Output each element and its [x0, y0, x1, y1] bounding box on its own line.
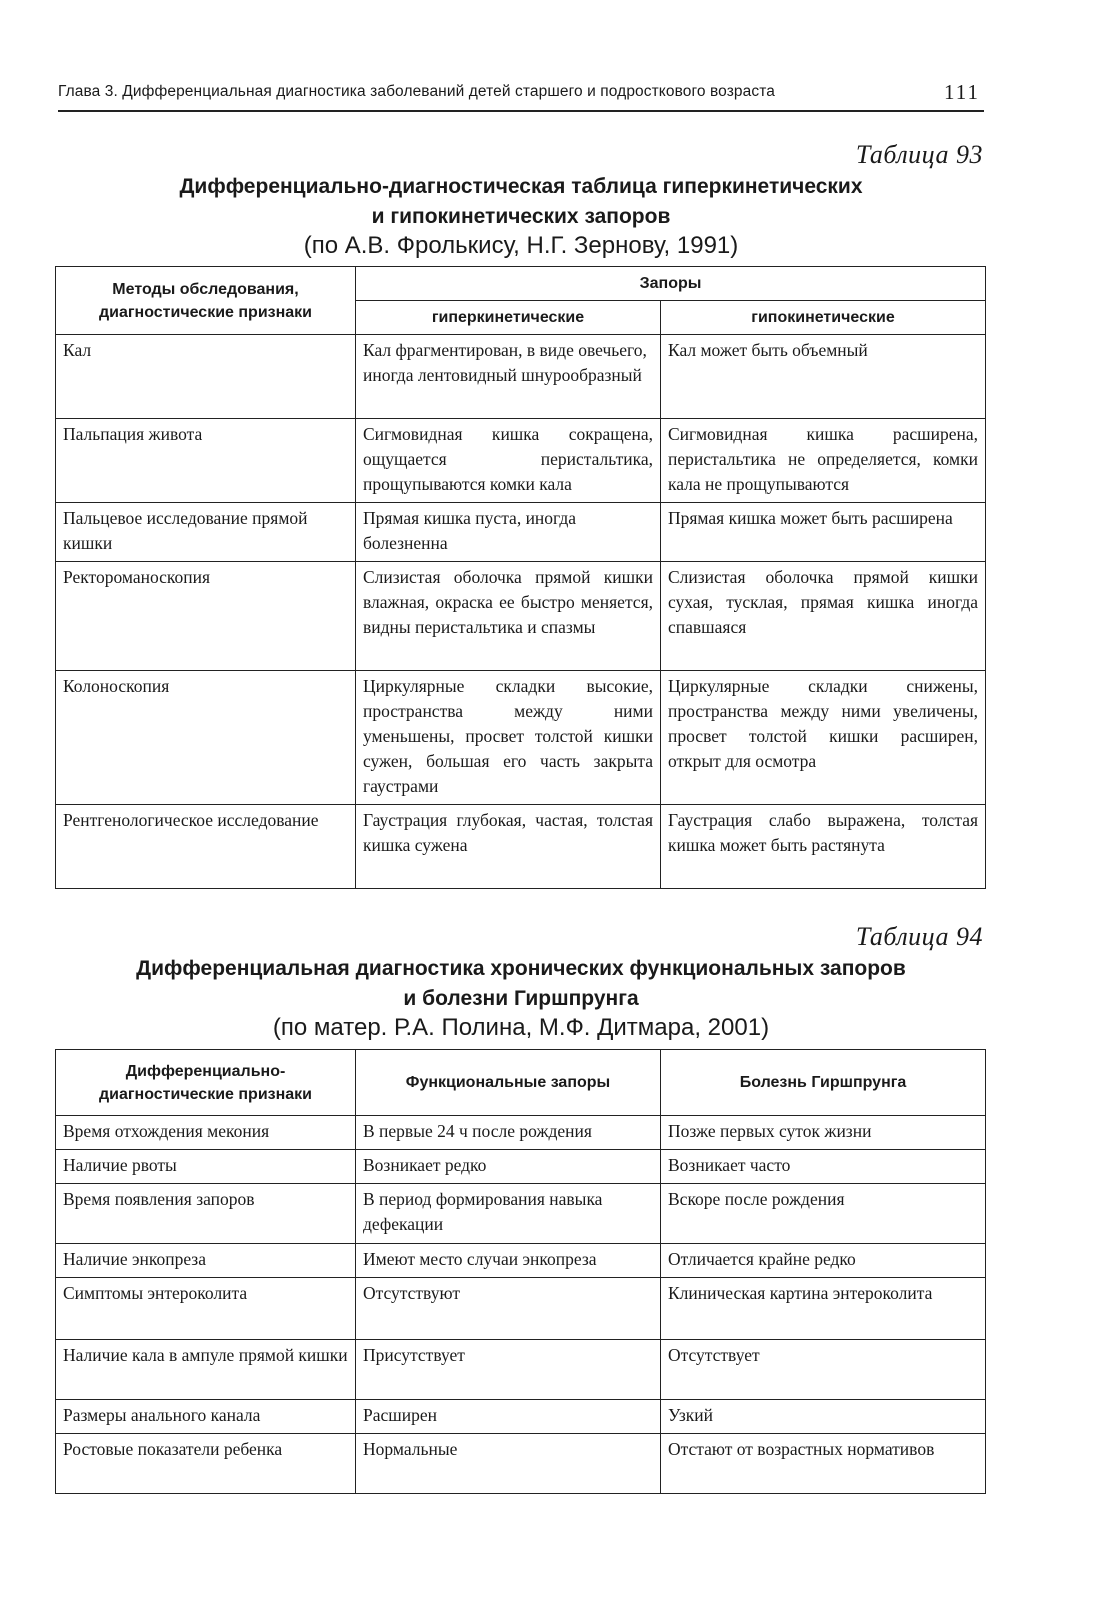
table-94-title-line2: и болезни Гиршпрунга — [403, 987, 639, 1010]
table-cell: Вскоре после рождения — [661, 1184, 986, 1244]
table-cell: Гаустрация глубокая, частая, толстая кишка сужена — [356, 805, 661, 889]
table-93-source: (по А.В. Фролькису, Н.Г. Зернову, 1991) — [303, 232, 739, 259]
table-row — [56, 1244, 986, 1278]
table-row — [56, 419, 986, 503]
table-cell: Расширен — [356, 1400, 661, 1434]
table-cell: Циркулярные складки высокие, пространства между ними уменьшены, просвет толстой кишки сужен, большая его часть закрыта гаустрами — [356, 671, 661, 805]
table-cell: Кал — [56, 335, 356, 419]
header-cell: Запоры — [356, 267, 986, 301]
table-cell: Сигмовидная кишка сокращена, ощущается перистальтика, прощупываются комки кала — [356, 419, 661, 503]
table-cell: Позже первых суток жизни — [661, 1116, 986, 1150]
table-cell: Отсутствует — [661, 1340, 986, 1400]
table-row — [56, 562, 986, 671]
table-row — [56, 805, 986, 889]
table-cell: Наличие рвоты — [56, 1150, 356, 1184]
table-row — [56, 1434, 986, 1494]
table-cell: Возникает часто — [661, 1150, 986, 1184]
table-cell: Колоноскопия — [56, 671, 356, 805]
table-94-source: (по матер. Р.А. Полина, М.Ф. Дитмара, 2001) — [272, 1014, 770, 1041]
table-cell: Прямая кишка может быть расширена — [661, 503, 986, 562]
page-number: 111 — [944, 80, 980, 104]
table-94-title-line1: Дифференциальная диагностика хронических функциональных запоров — [136, 957, 906, 980]
table-cell: Время отхождения мекония — [56, 1116, 356, 1150]
table-cell: Клиническая картина энтероколита — [661, 1278, 986, 1340]
header-cell: Болезнь Гиршпрунга — [661, 1050, 986, 1116]
table-cell: Размеры анального канала — [56, 1400, 356, 1434]
table-cell: Ректороманоскопия — [56, 562, 356, 671]
table-cell: Кал может быть объемный — [661, 335, 986, 419]
table-cell: Возникает редко — [356, 1150, 661, 1184]
table-93-label: Таблица 93 — [855, 140, 983, 169]
table-93-title-line2: и гипокинетических запоров — [371, 205, 671, 228]
header-cell: гиперкинетические — [356, 301, 661, 335]
table-cell: Отстают от возрастных нормативов — [661, 1434, 986, 1494]
table-cell: Пальпация живота — [56, 419, 356, 503]
table-cell: Ростовые показатели ребенка — [56, 1434, 356, 1494]
table-cell: В период формирования навыка дефекации — [356, 1184, 661, 1244]
header-cell: Функциональные запоры — [356, 1050, 661, 1116]
table-cell: Отличается крайне редко — [661, 1244, 986, 1278]
table-cell: Нормальные — [356, 1434, 661, 1494]
table-cell: В первые 24 ч после рождения — [356, 1116, 661, 1150]
header-cell: гипокинетические — [661, 301, 986, 335]
table-cell: Прямая кишка пуста, иногда болезненна — [356, 503, 661, 562]
table-cell: Симптомы энтероколита — [56, 1278, 356, 1340]
table-row — [56, 671, 986, 805]
table-94-label: Таблица 94 — [855, 922, 983, 951]
table-93-title-line1: Дифференциально-диагностическая таблица гиперкинетических — [179, 175, 863, 198]
table-cell: Кал фрагментирован, в виде овечьего, иногда лентовидный шнурообразный — [356, 335, 661, 419]
table-cell: Отсутствуют — [356, 1278, 661, 1340]
running-header — [58, 80, 984, 112]
table-93 — [55, 266, 986, 889]
table-cell: Пальцевое исследование прямой кишки — [56, 503, 356, 562]
table-cell: Рентгенологическое исследование — [56, 805, 356, 889]
table-94 — [55, 1049, 986, 1494]
table-row — [56, 1340, 986, 1400]
table-row — [56, 1150, 986, 1184]
table-row — [56, 1400, 986, 1434]
table-cell: Сигмовидная кишка расширена, перистальтика не определяется, комки кала не прощупываются — [661, 419, 986, 503]
table-row — [56, 1116, 986, 1150]
header-cell: Методы обследования, диагностические признаки — [56, 267, 356, 335]
table-cell: Присутствует — [356, 1340, 661, 1400]
table-cell: Время появления запоров — [56, 1184, 356, 1244]
table-cell: Слизистая оболочка прямой кишки сухая, тусклая, прямая кишка иногда спавшаяся — [661, 562, 986, 671]
chapter-title: Глава 3. Дифференциальная диагностика заболеваний детей старшего и подросткового возраста — [58, 83, 775, 100]
table-cell: Узкий — [661, 1400, 986, 1434]
table-row — [56, 1278, 986, 1340]
table-row — [56, 1184, 986, 1244]
table-cell: Циркулярные складки снижены, пространства между ними увеличены, просвет толстой кишки расширен, открыт для осмотра — [661, 671, 986, 805]
table-cell: Имеют место случаи энкопреза — [356, 1244, 661, 1278]
table-row — [56, 335, 986, 419]
table-cell: Наличие энкопреза — [56, 1244, 356, 1278]
table-cell: Гаустрация слабо выражена, толстая кишка может быть растянута — [661, 805, 986, 889]
table-row — [56, 503, 986, 562]
table-cell: Слизистая оболочка прямой кишки влажная, окраска ее быстро меняется, видны перистальтика и спазмы — [356, 562, 661, 671]
table-cell: Наличие кала в ампуле прямой кишки — [56, 1340, 356, 1400]
header-cell: Дифференциально-диагностические признаки — [56, 1050, 356, 1116]
